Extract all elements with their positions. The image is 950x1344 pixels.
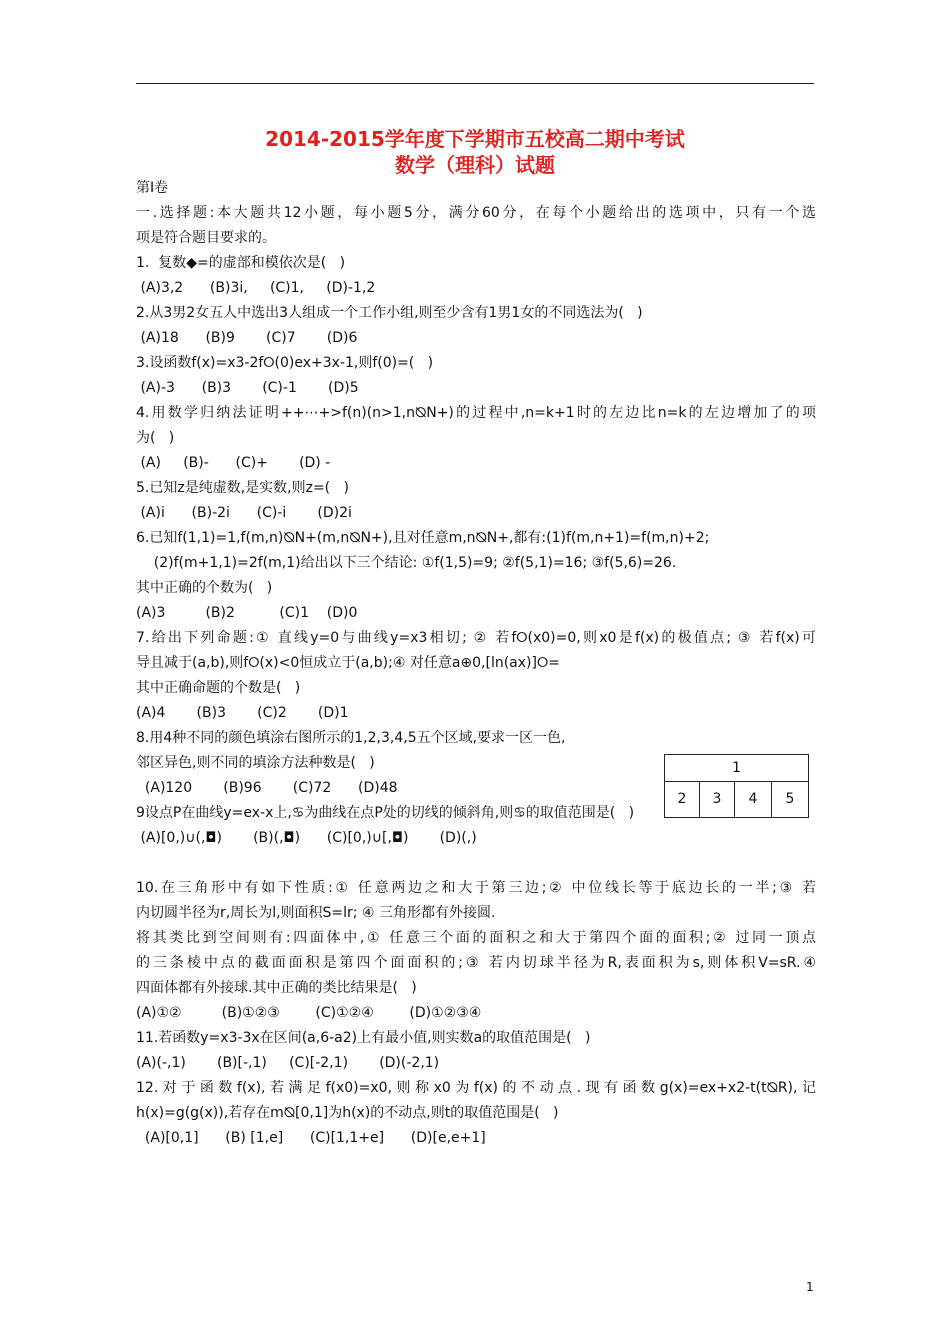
section-label: 第Ⅰ卷	[136, 180, 169, 196]
question-6-cont: (2)f(m+1,1)=2f(m,1)给出以下三个结论: ①f(1,5)=9; ②f(5,1)=16; ③f(5,6)=26.	[136, 555, 677, 571]
options-2: (A)18 (B)9 (C)7 (D)6	[136, 330, 358, 346]
options-3: (A)-3 (B)3 (C)-1 (D)5	[136, 380, 359, 396]
region-2: 2	[665, 782, 700, 817]
options-5: (A)i (B)-2i (C)-i (D)2i	[136, 505, 352, 521]
question-1: 1. 复数◆=的虚部和模依次是( )	[136, 255, 346, 271]
question-3: 3.设函数f(x)=x3-2f⭘(0)ex+3x-1,则f(0)=( )	[136, 355, 434, 371]
question-6-cont: 其中正确的个数为( )	[136, 580, 273, 596]
options-6: (A)3 (B)2 (C)1 (D)0	[136, 605, 358, 621]
question-7-cont: 其中正确命题的个数是( )	[136, 680, 301, 696]
region-diagram	[664, 754, 809, 818]
options-12: (A)[0,1] (B) [1,e] (C)[1,1+e] (D)[e,e+1]	[136, 1130, 486, 1146]
question-2: 2.从3男2女五人中选出3人组成一个工作小组,则至少含有1男1女的不同选法为( )	[136, 305, 643, 321]
question-11: 11.若函数y=x3-3x在区间(a,6-a2)上有最小值,则实数a的取值范围是( )	[136, 1030, 591, 1046]
question-10-cont: 内切圆半径为r,周长为l,则面积S=lr; ④ 三角形都有外接圆.	[136, 905, 496, 921]
options-8: (A)120 (B)96 (C)72 (D)48	[136, 780, 398, 796]
header-rule	[136, 83, 814, 84]
question-10-cont: 四面体都有外接球.其中正确的类比结果是( )	[136, 980, 417, 996]
question-8: 8.用4种不同的颜色填涂右图所示的1,2,3,4,5五个区域,要求一区一色,	[136, 730, 566, 746]
question-4: 4.用数学归纳法证明++⋯+>f(n)(n>1,n⦰N+)的过程中,n=k+1时的左边比n=k的左边增加了的项	[136, 405, 816, 421]
region-4: 4	[735, 782, 772, 817]
question-10-cont: 将其类比到空间则有:四面体中,① 任意三个面的面积之和大于第四个面的面积;② 过同一顶点	[136, 930, 816, 946]
page-number: 1	[806, 1280, 814, 1294]
question-4-cont: 为( )	[136, 430, 175, 446]
region-3: 3	[700, 782, 735, 817]
options-10: (A)①② (B)①②③ (C)①②④ (D)①②③④	[136, 1005, 482, 1021]
blank-line	[136, 851, 816, 876]
question-6: 6.已知f(1,1)=1,f(m,n)⦰N+(m,n⦰N+),且对任意m,n⦰N+,都有:(1)f(m,n+1)=f(m,n)+2;	[136, 530, 710, 546]
question-12-cont: h(x)=g(g(x)),若存在m⦰[0,1]为h(x)的不动点,则t的取值范围是( )	[136, 1105, 559, 1121]
region-1: 1	[665, 755, 808, 782]
options-4: (A) (B)- (C)+ (D) -	[136, 455, 331, 471]
question-7-cont: 导且减于(a,b),则f⭘(x)<0恒成立于(a,b);④ 对任意a⊕0,[ln(ax)]⭘=	[136, 655, 560, 671]
question-10-cont: 的三条棱中点的截面面积是第四个面面积的;③ 若内切球半径为R,表面积为s,则体积V=sR.④	[136, 955, 816, 971]
instruction-line: 项是符合题目要求的。	[136, 230, 276, 246]
question-10: 10.在三角形中有如下性质:① 任意两边之和大于第三边;② 中位线长等于底边长的一半;③ 若	[136, 880, 816, 896]
exam-title: 2014-2015学年度下学期市五校高二期中考试	[265, 127, 685, 151]
question-5: 5.已知z是纯虚数,是实数,则z=( )	[136, 480, 349, 496]
exam-subtitle: 数学（理科）试题	[395, 153, 555, 177]
exam-body	[136, 176, 816, 1151]
question-7: 7.给出下列命题:① 直线y=0与曲线y=x3相切; ② 若f⭘(x0)=0,则x0是f(x)的极值点; ③ 若f(x)可	[136, 630, 816, 646]
question-9: 9设点P在曲线y=ex-x上,♋为曲线在点P处的切线的倾斜角,则♋的取值范围是( )	[136, 805, 635, 821]
options-1: (A)3,2 (B)3i, (C)1, (D)-1,2	[136, 280, 376, 296]
region-5: 5	[785, 791, 795, 807]
options-11: (A)(-,1) (B)[-,1) (C)[-2,1) (D)(-2,1)	[136, 1055, 440, 1071]
question-12: 12.对于函数f(x),若满足f(x0)=x0,则称x0为f(x)的不动点.现有函数g(x)=ex+x2-t(t⦰R),记	[136, 1080, 816, 1096]
instruction-line: 一.选择题:本大题共12小题，每小题5分，满分60分，在每个小题给出的选项中，只有一个选	[136, 205, 816, 221]
options-7: (A)4 (B)3 (C)2 (D)1	[136, 705, 349, 721]
options-9: (A)[0,)∪(,◘) (B)(,◘) (C)[0,)∪[,◘) (D)(,)	[136, 830, 477, 846]
question-8-cont: 邻区异色,则不同的填涂方法种数是( )	[136, 755, 375, 771]
